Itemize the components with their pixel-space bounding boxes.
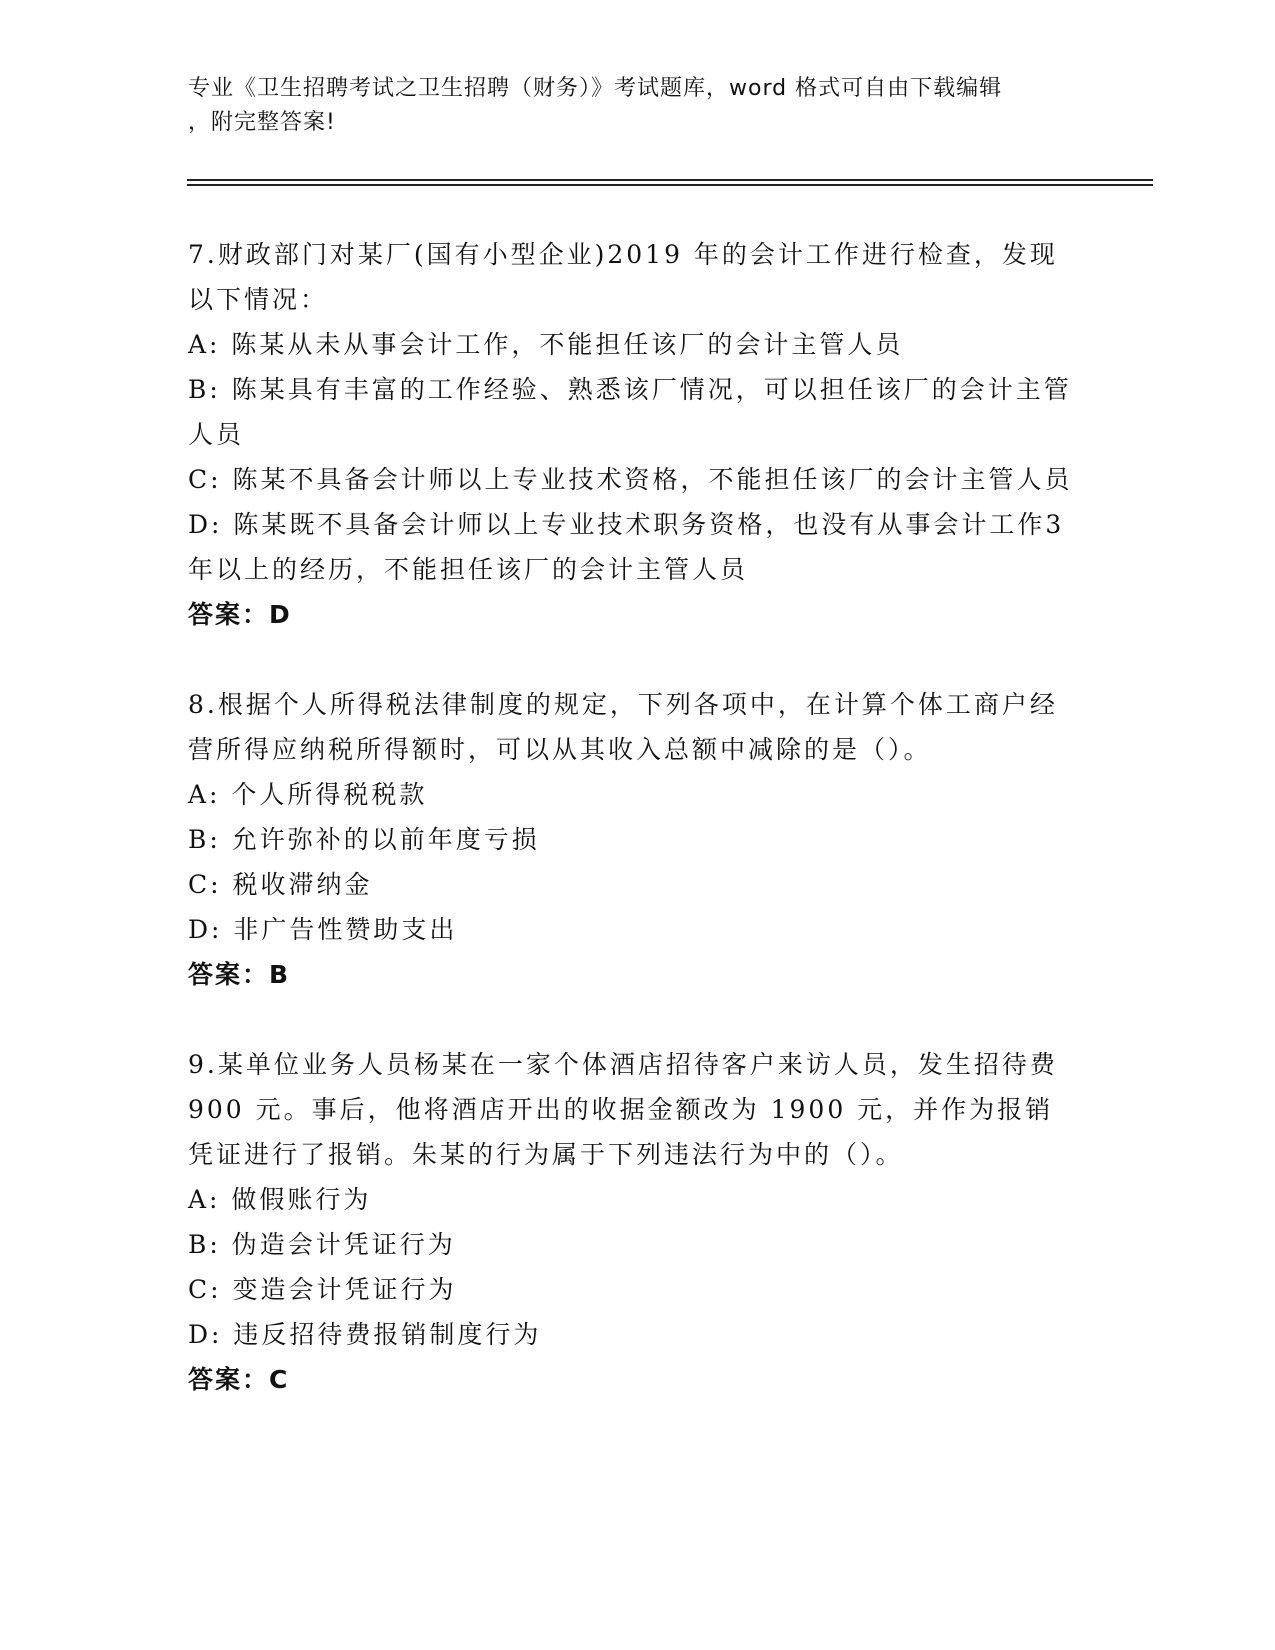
- question-9: [188, 1042, 1073, 1402]
- header-divider-top: [187, 179, 1153, 181]
- question-stem: 7.财政部门对某厂(国有小型企业)2019 年的会计工作进行检查，发现以下情况：: [188, 240, 1058, 314]
- option-a: A: 陈某从未从事会计工作，不能担任该厂的会计主管人员: [188, 330, 904, 359]
- question-list: [188, 232, 1076, 1447]
- question-7: [188, 232, 1076, 637]
- header-divider-bottom: [187, 184, 1153, 186]
- answer: 答案：B: [188, 960, 291, 989]
- question-8: [188, 682, 1073, 997]
- option-c: C: 陈某不具备会计师以上专业技术资格，不能担任该厂的会计主管人员: [188, 465, 1073, 494]
- question-stem: 9.某单位业务人员杨某在一家个体酒店招待客户来访人员，发生招待费 900 元。事后，他将酒店开出的收据金额改为 1900 元，并作为报销凭证进行了报销。朱某的行为属于下列违法行为中的（）。: [188, 1050, 1069, 1169]
- header-line-2: ，附完整答案!: [188, 110, 336, 135]
- document-header: [188, 72, 1068, 140]
- answer: 答案：C: [188, 1365, 290, 1394]
- answer: 答案：D: [188, 600, 292, 629]
- option-b: B: 允许弥补的以前年度亏损: [188, 825, 540, 854]
- option-a: A: 做假账行为: [188, 1185, 372, 1214]
- option-a: A: 个人所得税税款: [188, 780, 428, 809]
- option-d: D: 违反招待费报销制度行为: [188, 1320, 542, 1349]
- option-c: C: 变造会计凭证行为: [188, 1275, 457, 1304]
- header-line-1: 专业《卫生招聘考试之卫生招聘（财务）》考试题库，word 格式可自由下载编辑: [188, 76, 1003, 101]
- option-b: B: 陈某具有丰富的工作经验、熟悉该厂情况，可以担任该厂的会计主管人员: [188, 375, 1072, 449]
- option-b: B: 伪造会计凭证行为: [188, 1230, 456, 1259]
- question-stem: 8.根据个人所得税法律制度的规定，下列各项中，在计算个体工商户经营所得应纳税所得额时，可以从其收入总额中减除的是（）。: [188, 690, 1058, 764]
- option-d: D: 非广告性赞助支出: [188, 915, 458, 944]
- option-d: D: 陈某既不具备会计师以上专业技术职务资格，也没有从事会计工作3 年以上的经历，不能担任该厂的会计主管人员: [188, 510, 1076, 584]
- option-c: C: 税收滞纳金: [188, 870, 373, 899]
